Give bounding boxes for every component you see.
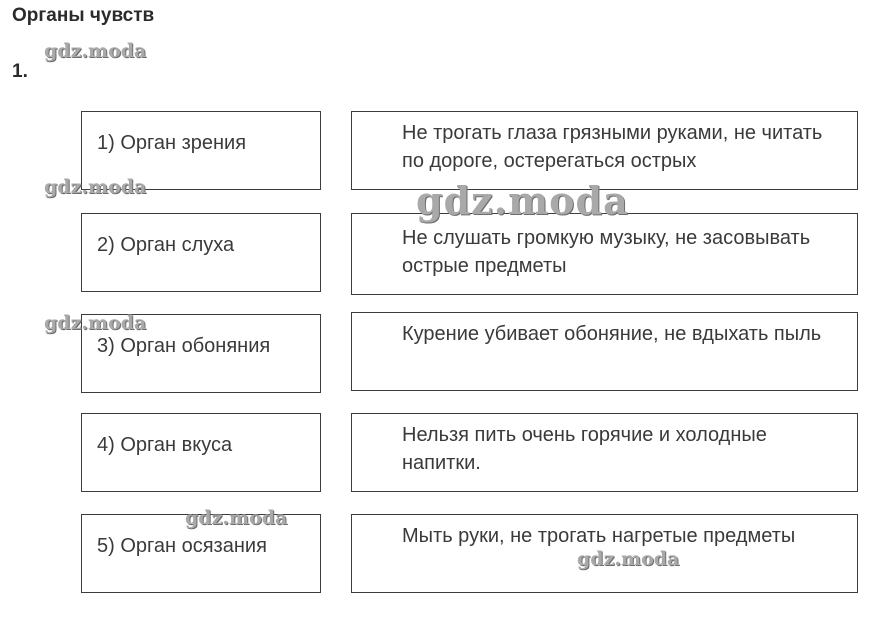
rule-text: Нельзя пить очень горячие и холодные напитки.: [402, 424, 767, 474]
organ-label: 1) Орган зрения: [97, 132, 247, 154]
watermark-logo: gdz.moda: [44, 176, 147, 198]
watermark-logo: gdz.moda: [416, 178, 629, 223]
rule-box-3: [351, 312, 858, 391]
watermark-logo: gdz.moda: [44, 40, 147, 62]
rule-box-2: [351, 213, 858, 295]
organ-box-2: [81, 213, 321, 292]
task-number: 1.: [12, 61, 28, 82]
watermark-logo: gdz.moda: [185, 507, 288, 529]
rule-text: Не трогать глаза грязными руками, не читать по дороге, остерегаться острых: [402, 122, 823, 172]
page-title: Органы чувств: [12, 5, 155, 26]
rule-box-4: [351, 413, 858, 492]
organ-label: 4) Орган вкуса: [97, 434, 233, 456]
organ-box-4: [81, 413, 321, 492]
rule-text: Курение убивает обоняние, не вдыхать пыль: [402, 323, 822, 345]
watermark-logo: gdz.moda: [44, 312, 147, 334]
rule-text: Не слушать громкую музыку, не засовывать острые предметы: [402, 227, 811, 277]
organ-label: 2) Орган слуха: [97, 234, 235, 256]
organ-label: 5) Орган осязания: [97, 535, 267, 557]
watermark-logo: gdz.moda: [577, 548, 680, 570]
rule-text: Мыть руки, не трогать нагретые предметы: [402, 525, 796, 547]
organ-label: 3) Орган обоняния: [97, 335, 271, 357]
